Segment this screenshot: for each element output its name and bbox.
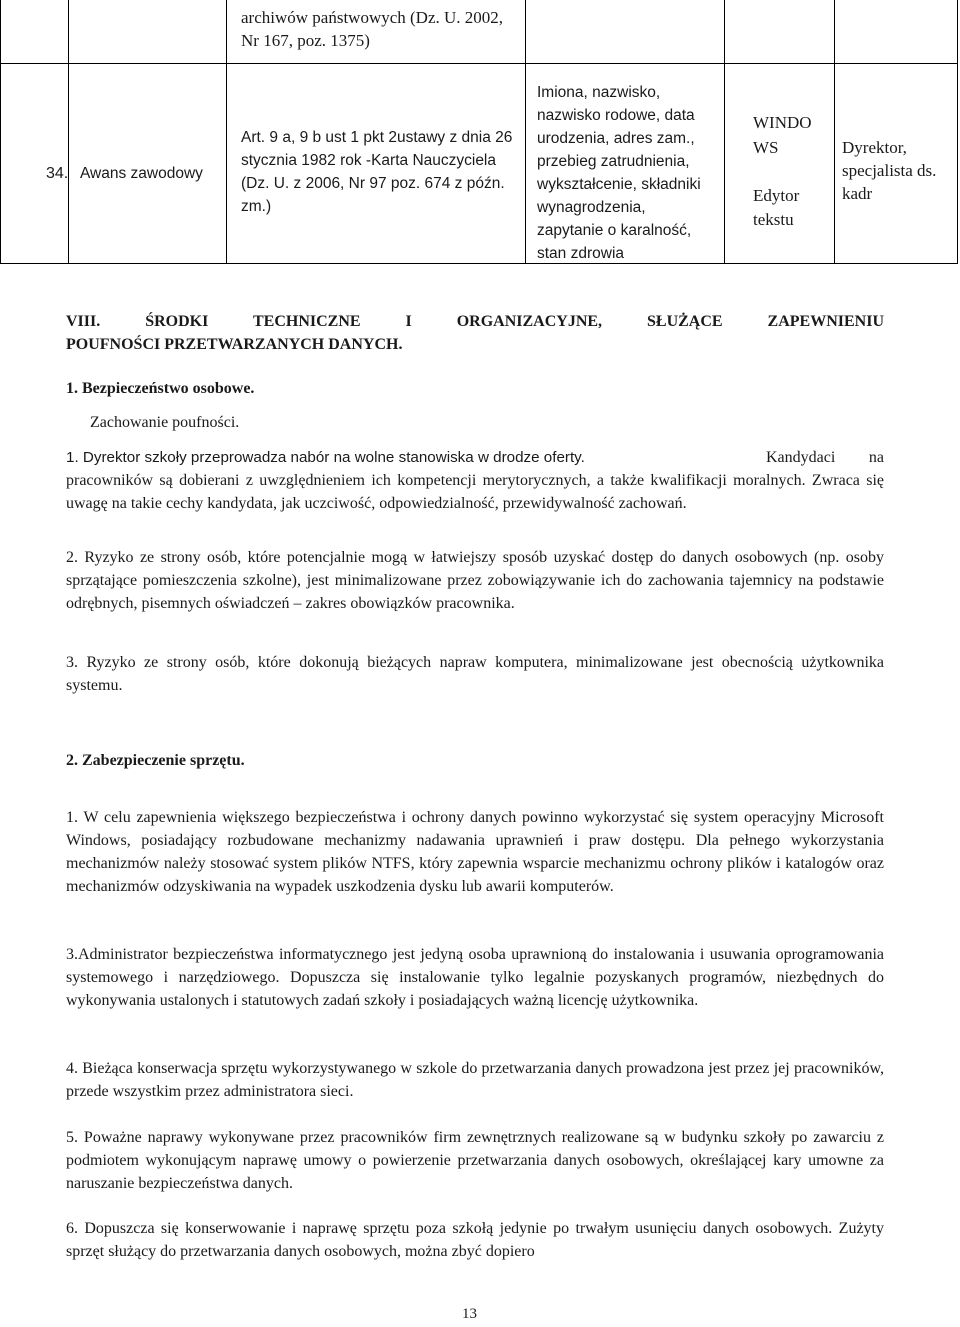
table-border-right	[957, 0, 958, 264]
paragraph-2-6: 6. Dopuszcza się konserwowanie i naprawę sprzętu poza szkołą jedynie po trwałym usunięciu danych osobowych. Zużyty sprzęt służący do przetwarzania danych osobowych, można zbyć dopiero	[66, 1220, 884, 1260]
table-cell-legal-prev: archiwów państwowych (Dz. U. 2002, Nr 167, poz. 1375)	[241, 8, 504, 50]
table-border-left	[0, 0, 1, 264]
paragraph-2-5: 5. Poważne naprawy wykonywane przez pracowników firm zewnętrznych realizowane są w budynku szkoły po zawarciu z podmiotem wykonującym naprawę umowy o powierzenie przetwarzania danych osobowych, określającej kary umowne za naruszanie bezpieczeństwa danych.	[66, 1129, 884, 1192]
subsection-2-title: 2. Zabezpieczenie sprzętu.	[66, 752, 245, 769]
table-cell-legal: Art. 9 a, 9 b ust 1 pkt 2ustawy z dnia 26 stycznia 1982 rok -Karta Nauczyciela (Dz. U. z 2006, Nr 97 poz. 674 z późn. zm.)	[241, 129, 513, 215]
table-cell-number: 34.	[46, 165, 69, 182]
table-border-bottom	[0, 263, 958, 264]
paragraph-2-3: 3.Administrator bezpieczeństwa informatycznego jest jedyną osoba uprawnioną do instalowania i usuwania oprogramowania systemowego i narzędziowego. Dopuszcza się instalowanie tylko legalnie pozyskanych programów, niezbędnych do wykonywania ustalonych i statutowych zadań szkoły i posiadających ważną licencję użytkownika.	[66, 946, 884, 1009]
table-row-divider	[0, 63, 958, 64]
section-heading-line1: VIII. ŚRODKI TECHNICZNE I ORGANIZACYJNE, SŁUŻĄCE ZAPEWNIENIU	[66, 313, 884, 330]
paragraph-1-3: 3. Ryzyko ze strony osób, które dokonują bieżących napraw komputera, minimalizowane jest obecnością użytkownika systemu.	[66, 654, 884, 694]
paragraph-2-4: 4. Bieżąca konserwacja sprzętu wykorzystywanego w szkole do przetwarzania danych prowadzona jest przez jej pracowników, przede wszystkim przez administratora sieci.	[66, 1060, 884, 1100]
table-divider-col3	[525, 0, 526, 264]
section-heading-line2: POUFNOŚCI PRZETWARZANYCH DANYCH.	[66, 336, 403, 353]
table-divider-col5	[834, 0, 835, 264]
paragraph-1-2: 2. Ryzyko ze strony osób, które potencjalnie mogą w łatwiejszy sposób uzyskać dostęp do danych osobowych (np. osoby sprzątające pomieszczenia szkolne), jest minimalizowane przez zobowiązywanie ich do zachowania tajemnicy na podstawie odrębnych, pisemnych oświadczeń – zakres obowiązków pracownika.	[66, 549, 884, 612]
table-divider-col2	[226, 0, 227, 264]
page-number: 13	[462, 1306, 477, 1322]
table-cell-system-2: Edytor tekstu	[753, 186, 800, 229]
paragraph-1-1: Kandydaci na pracowników są dobierani z uwzględnieniem ich kompetencji merytorycznych, a także kwalifikacji moralnych. Zwraca się uwagę na takie cechy kandydata, jak uczciwość, odpowiedzialność, przewidywalność zachowań.	[66, 449, 884, 512]
table-cell-data-scope: Imiona, nazwisko, nazwisko rodowe, data urodzenia, adres zam., przebieg zatrudnienia, wykształcenie, składniki wynagrodzenia, zapytanie o karalność, stan zdrowia	[537, 84, 701, 262]
paragraph-2-1: 1. W celu zapewnienia większego bezpieczeństwa i ochrony danych powinno wykorzystać się system operacyjny Microsoft Windows, posiadający rozbudowane mechanizmy nadawania uprawnień i praw dostępu. Dla pełnego wykorzystania mechanizmów należy stosować system plików NTFS, który zapewnia wsparcie mechanizmu ochrony plików i katalogów oraz mechanizmów odzyskiwania na wypadek uszkodzenia dysku lub awarii komputerów.	[66, 809, 884, 895]
table-cell-system-1: WINDO WS	[753, 113, 812, 157]
table-divider-col1	[68, 0, 69, 264]
paragraph-1-1-lead: 1. Dyrektor szkoły przeprowadza nabór na wolne stanowiska w drodze oferty.	[66, 449, 585, 466]
table-cell-person: Dyrektor, specjalista ds. kadr	[842, 138, 937, 203]
table-divider-col4	[724, 0, 725, 264]
table-cell-name: Awans zawodowy	[80, 165, 203, 182]
subsection-1-subtitle: Zachowanie poufności.	[90, 414, 240, 431]
subsection-1-title: 1. Bezpieczeństwo osobowe.	[66, 380, 255, 397]
